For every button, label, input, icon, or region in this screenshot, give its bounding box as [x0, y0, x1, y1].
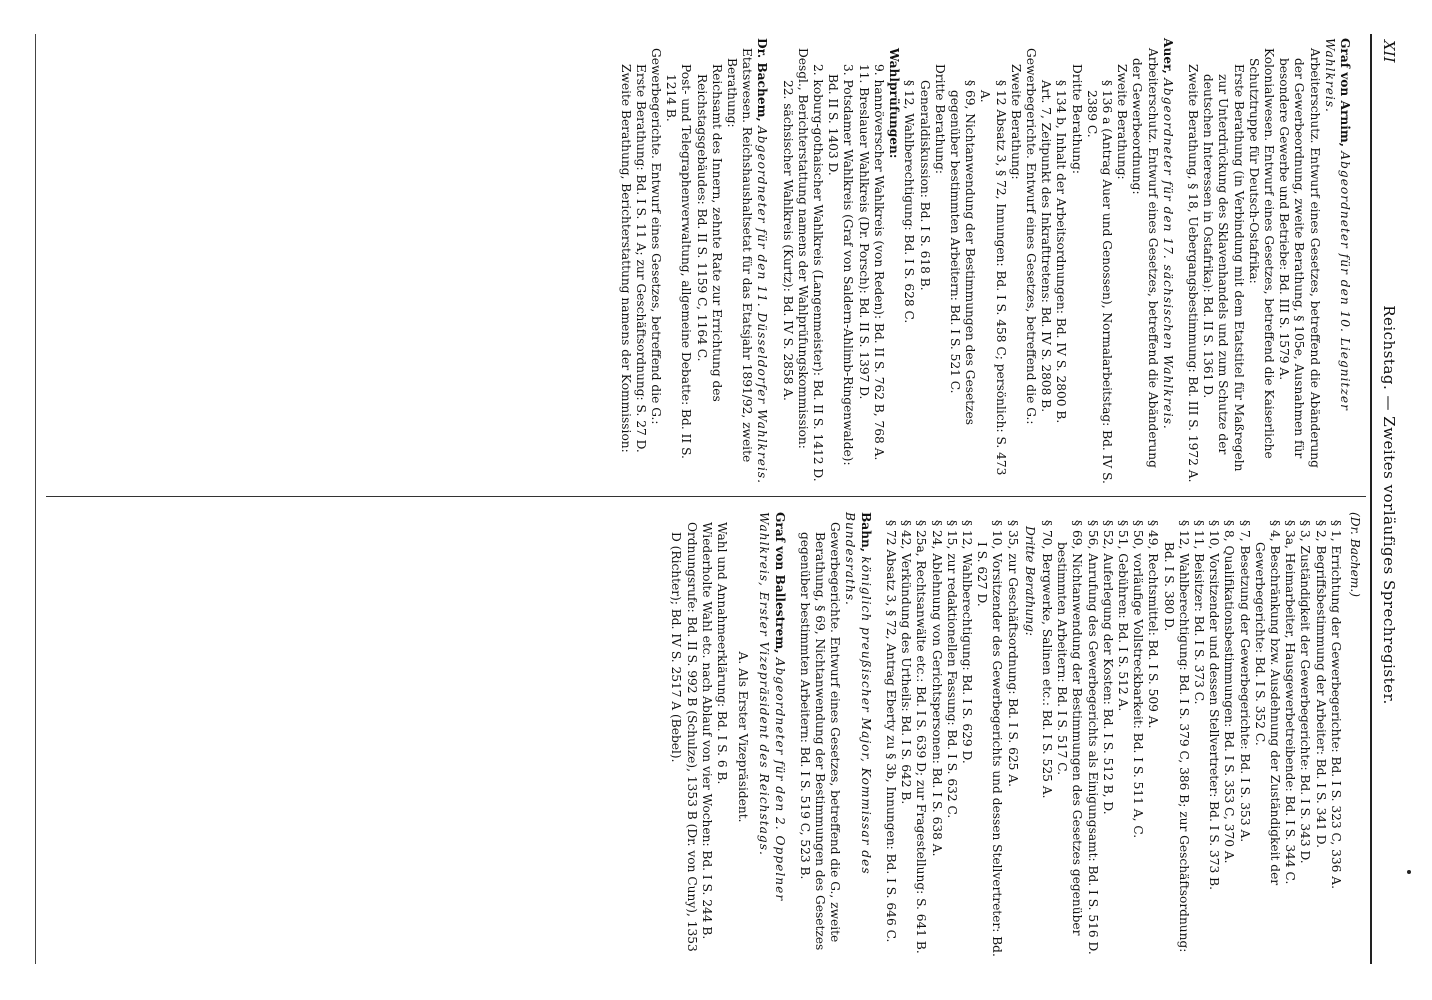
- entry-line: 9. hannöverscher Wahlkreis (von Reden): Bd. II S. 762 B, 768 A.: [871, 64, 886, 461]
- entry-line: Dritte Berathung:: [1069, 64, 1084, 174]
- speaker-entry: [756, 512, 786, 962]
- page-title: Reichstag. — Zweites vorläufiges Sprechregister.: [1380, 305, 1398, 705]
- entry-line: 2. koburg-gothaischer Wahlkreis (Langenmeister): Bd. II S. 1412 D.: [811, 64, 826, 482]
- entry-line: Desgl., Berichterstattung namens der Wahlprüfungskommission:: [795, 48, 810, 449]
- entry-line: § 12 Absatz 3, § 72, Innungen: Bd. I S. 458 C; persönlich: S. 473 A.: [978, 80, 1008, 476]
- entry-line: Generaldiskussion: Bd. I S. 618 B.: [917, 80, 932, 291]
- entry-line: § 69, Nichtanwendung der Bestimmungen des Gesetzes gegenüber bestimmten Arbeitern: Bd. I S. 521 C.: [947, 80, 978, 425]
- entry-line: § 25a, Rechtsanwälte etc.: Bd. I S. 639 D; zur Fragestellung: S. 641 B.: [914, 520, 929, 954]
- entry-line: § 10, Vorsitzender und dessen Stellvertreter: Bd. I S. 373 B.: [1207, 520, 1222, 891]
- entry-line: § 15, zur redaktionellen Fassung: Bd. I S. 632 C.: [944, 520, 959, 819]
- speaker-role: Abgeordneter für den 10. Liegnitzer Wahlkreis.: [1322, 38, 1352, 411]
- column-divider: [46, 496, 1366, 497]
- entry-line: Gewerbegerichte. Entwurf eines Gesetzes, betreffend die G.:: [1023, 48, 1038, 425]
- entry-line: § 56, Anrufung des Gewerbegerichts als Einigungsamt: Bd. I S. 516 D.: [1085, 520, 1100, 955]
- entry-line: 22. sächsischer Wahlkreis (Kurtz): Bd. IV S. 2858 A.: [780, 80, 795, 401]
- speaker-name: Graf von Arnim,: [1338, 38, 1352, 148]
- entry-line: Kolonialwesen. Entwurf eines Gesetzes, betreffend die Kaiserliche Schutztruppe für Deutsch-Ostafrika:: [1246, 48, 1276, 459]
- speaker-role: königlich preußischer Major, Kommissar des Bundesraths.: [843, 512, 873, 875]
- entry-line: § 7, Besetzung der Gewerbegerichte: Bd. I S. 353 A.: [1237, 520, 1252, 843]
- entry-line: § 42, Verkündung des Urtheils: Bd. I S. 642 B.: [899, 520, 914, 805]
- entry-line: Reichsamt des Innern, zehnte Rate zur Errichtung des Reichstagsgebäudes: Bd. II S. 1159 C, 1164 C.: [694, 64, 724, 402]
- entry-line: Gewerbegerichte. Entwurf eines Gesetzes, betreffend die G.:: [649, 48, 664, 425]
- speaker-role: Abgeordneter für den 11. Düsseldorfer Wahlkreis.: [755, 125, 770, 485]
- entry-line: Post- und Telegraphenverwaltung, allgemeine Debatte: Bd. II S. 1214 B.: [664, 64, 694, 459]
- entry-line: § 49, Rechtsmittel: Bd. I S. 509 A.: [1146, 520, 1161, 729]
- entry-line: § 8, Qualifikationsbestimmungen: Bd. I S. 353 C, 370 A.: [1222, 520, 1237, 864]
- entry-line: 11. Breslauer Wahlkreis (Dr. Porsch): Bd. II S. 1397 D.: [856, 64, 871, 400]
- entry-line: § 24, Ablehnung von Gerichtspersonen: Bd. I S. 638 A.: [929, 520, 944, 857]
- speaker-entry: [754, 38, 769, 488]
- entry-line: Etatswesen. Reichshaushaltsetat für das Etatsjahr 1891/92, zweite Berathung:: [725, 48, 755, 463]
- page-header: [1374, 40, 1398, 970]
- entry-line: § 51, Gebühren: Bd. I S. 512 A.: [1115, 520, 1130, 712]
- header-rule: [1370, 34, 1372, 964]
- subheading: A. Als Erster Vizepräsident.: [736, 651, 751, 823]
- speaker-role: Abgeordneter für den 17. sächsischen Wahlkreis.: [1160, 78, 1175, 430]
- entry-line: § 4, Beschränkung bzw. Ausdehnung der Zuständigkeit der Gewerbegerichte: Bd. I S. 352 C.: [1252, 520, 1282, 886]
- speaker-name: Dr. Bachem,: [755, 38, 770, 122]
- speaker-entry: [1322, 38, 1352, 488]
- entry-line: § 12, Wahlberechtigung: Bd. I S. 379 C, 386 B; zur Geschäftsordnung: Bd. I S. 380 D.: [1161, 520, 1191, 953]
- entry-line: Wahlprüfungen:: [887, 48, 902, 159]
- entry-line: § 12, Wahlberechtigung: Bd. I S. 628 C.: [902, 80, 917, 324]
- entry-line: § 3a, Heimarbeiter, Hausgewerbetreibende: Bd. I S. 344 C.: [1283, 520, 1298, 885]
- entry-line: § 35, zur Geschäftsordnung: Bd. I S. 625 A.: [1005, 520, 1020, 787]
- speaker-entry: [1160, 38, 1175, 488]
- entry-line: Zweite Berathung:: [1008, 64, 1023, 180]
- speaker-name: Auer,: [1160, 38, 1175, 74]
- entry-line: Zweite Berathung, § 18, Uebergangsbestimmung: Bd. III S. 1972 A.: [1185, 64, 1200, 483]
- footer-rule: [35, 34, 36, 964]
- entry-line: Wiederholte Wahl etc. nach Ablauf von vier Wochen: Bd. I S. 244 B.: [699, 522, 714, 940]
- speaker-name: Bahn,: [858, 512, 873, 553]
- entry-line: § 50, vorläufige Vollstreckbarkeit: Bd. I S. 511 A, C.: [1131, 520, 1146, 839]
- entry-line: Zweite Berathung, Berichterstattung namens der Kommission:: [618, 64, 633, 453]
- entry-line: Arbeiterschutz. Entwurf eines Gesetzes, betreffend die Abänderung der Gewerbeordnung, zweite Berathung, § 105e, Ausnahmen für besondere Gewerbe und Betriebe: Bd. III S. 1579 A.: [1277, 48, 1322, 468]
- entry-line: § 72 Absatz 3, § 72, Antrag Eberty zu § 3b, Innungen: Bd. I S. 646 C.: [883, 520, 898, 943]
- entry-line: § 70, Bergwerke, Salinen etc.: Bd. I S. 525 A.: [1039, 520, 1054, 799]
- entry-line: Ordnungsrufe: Bd. II S. 992 B (Schulze), 1353 B (Dr. von Cuny), 1353 D (Richter); Bd. IV S. 2517 A (Bebel).: [669, 522, 699, 952]
- entry-line: § 1, Errichtung der Gewerbegerichte: Bd. I S. 323 C, 336 A.: [1328, 520, 1343, 889]
- entry-line: § 3, Zuständigkeit der Gewerbegerichte: Bd. I S. 343 D.: [1298, 520, 1313, 864]
- entry-line: Dritte Berathung:: [932, 64, 947, 174]
- entry-line: § 134 b, Inhalt der Arbeitsordnungen: Bd. IV S. 2800 B.: [1054, 80, 1069, 424]
- scan-speck: [1407, 870, 1411, 874]
- entry-line: § 12, Wahlberechtigung: Bd. I S. 629 D.: [959, 520, 974, 764]
- speaker-role: Abgeordneter für den 2. Oppelner Wahlkreis, Erster Vizepräsident des Reichstags.: [757, 512, 787, 902]
- speaker-name: Graf von Ballestrem,: [772, 512, 787, 654]
- entry-line: § 2, Begriffsbestimmung der Arbeiter: Bd. I S. 341 D.: [1313, 520, 1328, 849]
- speaker-entry: [842, 512, 872, 962]
- page-number: XII: [1380, 40, 1398, 63]
- entry-line: Arbeiterschutz. Entwurf eines Gesetzes, betreffend die Abänderung der Gewerbeordnung:: [1130, 48, 1160, 468]
- entry-line: § 136 a (Antrag Auer und Genossen), Normalarbeitstag: Bd. IV S. 2389 C.: [1084, 80, 1114, 484]
- right-column: [668, 512, 1362, 962]
- digitization-credit: [1410, 10, 1430, 640]
- subheading: Dritte Berathung:: [1022, 526, 1037, 636]
- entry-line: § 52, Auferlegung der Kosten: Bd. I S. 512 B, D.: [1100, 520, 1115, 815]
- entry-line: § 11, Beisitzer: Bd. I S. 373 C.: [1191, 520, 1206, 705]
- entry-line: Erste Berathung: Bd. I S. 11 A; zur Geschäftsordnung: S. 27 D.: [633, 64, 648, 453]
- entry-line: Erste Berathung (in Verbindung mit dem Etatstitel für Maßregeln zur Unterdrückung des Sklavenhandels und zum Schutze der deutschen Interessen in Ostafrika): Bd. II S. 1361 D.: [1201, 64, 1246, 472]
- entry-line: Gewerbegerichte. Entwurf eines Gesetzes, betreffend die G., zweite Berathung, § 69, Nichtanwendung der Bestimmungen des Gesetzes gegenüber bestimmten Arbeitern: Bd. I S. 519 C, 523 B.: [797, 522, 843, 951]
- entry-line: 3. Potsdamer Wahlkreis (Graf von Saldern-Ahlimb-Ringenwalde): Bd. II S. 1403 D.: [826, 64, 856, 466]
- entry-line: Zweite Berathung:: [1115, 64, 1130, 180]
- entry-line: Art. 7, Zeitpunkt des Inkrafttretens: Bd. IV S. 2808 B.: [1039, 80, 1054, 413]
- left-column: [617, 38, 1362, 488]
- entry-line: § 69, Nichtanwendung der Bestimmungen des Gesetzes gegenüber bestimmten Arbeitern: Bd. I S. 517 C.: [1055, 520, 1085, 936]
- entry-line: § 10, Vorsitzender des Gewerbegerichts und dessen Stellvertreter: Bd. I S. 627 D.: [975, 520, 1005, 957]
- entry-line: Wahl und Annahmeerklärung: Bd. I S. 6 B.: [715, 522, 730, 785]
- continuation-label: (Dr. Bachem.): [1348, 512, 1362, 598]
